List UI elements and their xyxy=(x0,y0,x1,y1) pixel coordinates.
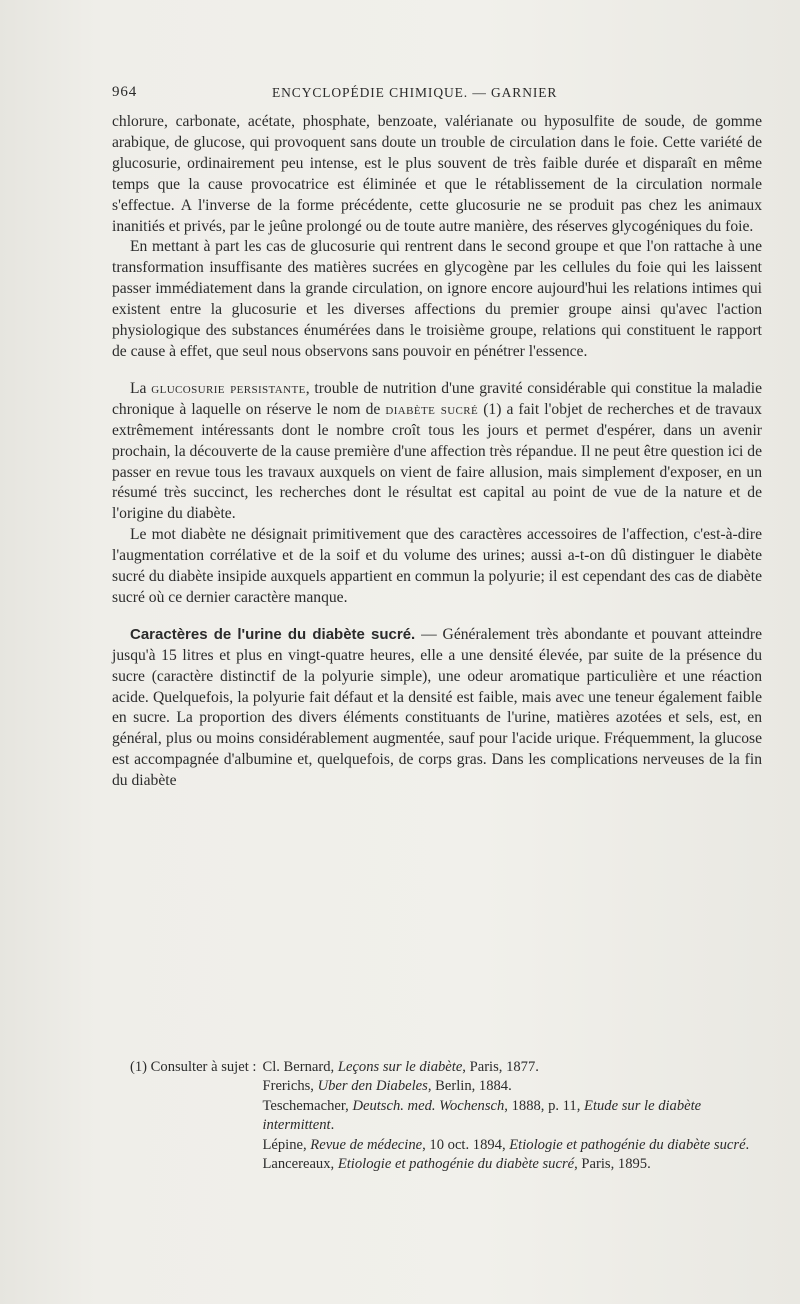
footnote-title: Revue de médecine xyxy=(310,1136,423,1153)
footnote-entry xyxy=(262,1136,762,1155)
body-text xyxy=(112,112,762,792)
footnote-entry xyxy=(262,1155,762,1174)
paragraph-2: En mettant à part les cas de glucosurie qui rentrent dans le second groupe et que l'on rattache à une transformation insuffisante des matières sucrées en glycogène par les cellules du foie qui les laissent passer immédiatement dans la grande circulation, on ignore encore aujourd'hui les relations intimes qui existent entre la glucosurie et les diverses affections du premier groupe ainsi qu'avec l'action physiologique des substances énumérées dans le troisième groupe, relations qui constituent le rapport de cause à effet, que seul nous observons sans pouvoir en pénétrer l'essence. xyxy=(112,238,762,360)
footnote-end: . xyxy=(330,1117,335,1134)
page-number: 964 xyxy=(112,84,138,100)
footnote-title: Etiologie et pathogénie du diabète sucré xyxy=(337,1156,575,1173)
footnote-entries xyxy=(262,1058,762,1174)
paragraph-3-lead: La xyxy=(130,379,152,397)
footnote-author: Teschemacher, xyxy=(262,1097,353,1114)
footnotes xyxy=(130,1058,762,1174)
paragraph-3 xyxy=(112,379,762,525)
running-title: ENCYCLOPÉDIE CHIMIQUE. — GARNIER xyxy=(272,85,558,100)
footnote-entry xyxy=(262,1058,762,1077)
term-glucosurie-persistante: glucosurie persistante xyxy=(151,379,306,397)
footnote-details: , 10 oct. 1894, xyxy=(422,1136,510,1153)
footnote-subtitle: Etude sur le diabète intermittent xyxy=(262,1097,702,1134)
footnote-title: Deutsch. med. Wochensch xyxy=(352,1097,505,1114)
paragraph-1: chlorure, carbonate, acétate, phosphate, benzoate, valérianate ou hyposulfite de soude, de gomme arabique, de glucose, qui provoquent sans doute un trouble de circulation dans le foie. Cette variété de glucosurie, ordinairement peu intense, est le plus souvent de très faible durée et disparaît en même temps que la cause provocatrice est éliminée et que le rétablissement de la circulation normale s'effectue. A l'inverse de la forme précédente, cette glucosurie ne se produit pas chez les animaux inanitiés et privés, par le jeûne prolongé ou de toute autre manière, des réserves glycogéniques du foie. xyxy=(112,113,762,235)
footnote-details: , Berlin, 1884. xyxy=(427,1078,512,1095)
footnote-1 xyxy=(130,1058,762,1174)
footnote-author: Frerichs, xyxy=(262,1078,318,1095)
footnote-label: (1) Consulter à sujet : xyxy=(130,1059,257,1075)
paragraph-3-tail: (1) a fait l'objet de recherches et de travaux extrêmement intéressants dont le nombre croît tous les jours et permet d'espérer, dans un avenir prochain, la découverte de la cause première d'une affection très répandue. Il ne peut être question ici de passer en revue tous les travaux auxquels on vient de faire allusion, mais simplement d'exposer, en un résumé très succinct, les recherches dont le résultat est capital au point de vue de la nature et de l'origine du diabète. xyxy=(112,400,762,523)
footnote-author: Cl. Bernard, xyxy=(262,1059,338,1075)
footnote-details: , Paris, 1895. xyxy=(574,1156,651,1173)
paragraph-5-text: — Généralement très abondante et pouvant atteindre jusqu'à 15 litres et plus en vingt-quatre heures, elle a une densité élevée, par suite de la présence du sucre (caractère distinctif de la polyurie simple), une odeur aromatique particulière et une réaction acide. Quelquefois, la polyurie fait défaut et la densité est faible, mais avec une teneur également faible en sucre. La proportion des divers éléments constituants de l'urine, matières azotées et sels, est, en général, plus ou moins considérablement augmentée, sauf pour l'acide urique. Fréquemment, la glucose est accompagnée d'albumine et, quelquefois, de corps gras. Dans les complications nerveuses de la fin du diabète xyxy=(112,625,763,790)
paragraph-3-mid: , trouble de nutrition d'une gravité considérable qui constitue la maladie chronique à laquelle on réserve le nom de xyxy=(112,379,762,418)
page-header xyxy=(112,84,762,108)
footnote-details: , 1888, p. 11, xyxy=(504,1097,585,1114)
paragraph-5 xyxy=(112,625,762,792)
paragraph-4: Le mot diabète ne désignait primitivement que des caractères accessoires de l'affection, c'est-à-dire l'augmentation corrélative et de la soif et du volume des urines; aussi a-t-on dû distinguer le diabète sucré du diabète insipide auxquels appartient en commun la polyurie; il est cependant des cas de diabète sucré où ce dernier caractère manque. xyxy=(112,526,762,606)
section-heading: Caractères de l'urine du diabète sucré. xyxy=(130,625,416,643)
footnote-details: , Paris, 1877. xyxy=(462,1059,539,1075)
footnote-title: Leçons sur le diabète xyxy=(337,1059,463,1075)
footnote-entry xyxy=(262,1077,762,1096)
footnote-author: Lépine, xyxy=(262,1136,311,1153)
footnote-author: Lancereaux, xyxy=(262,1156,338,1173)
footnote-end: . xyxy=(745,1136,750,1153)
footnote-title: Uber den Diabeles xyxy=(317,1078,428,1095)
footnote-subtitle: Etiologie et pathogénie du diabète sucré xyxy=(509,1136,746,1153)
footnote-entry xyxy=(262,1097,762,1136)
term-diabete-sucre: diabète sucré xyxy=(385,400,479,418)
